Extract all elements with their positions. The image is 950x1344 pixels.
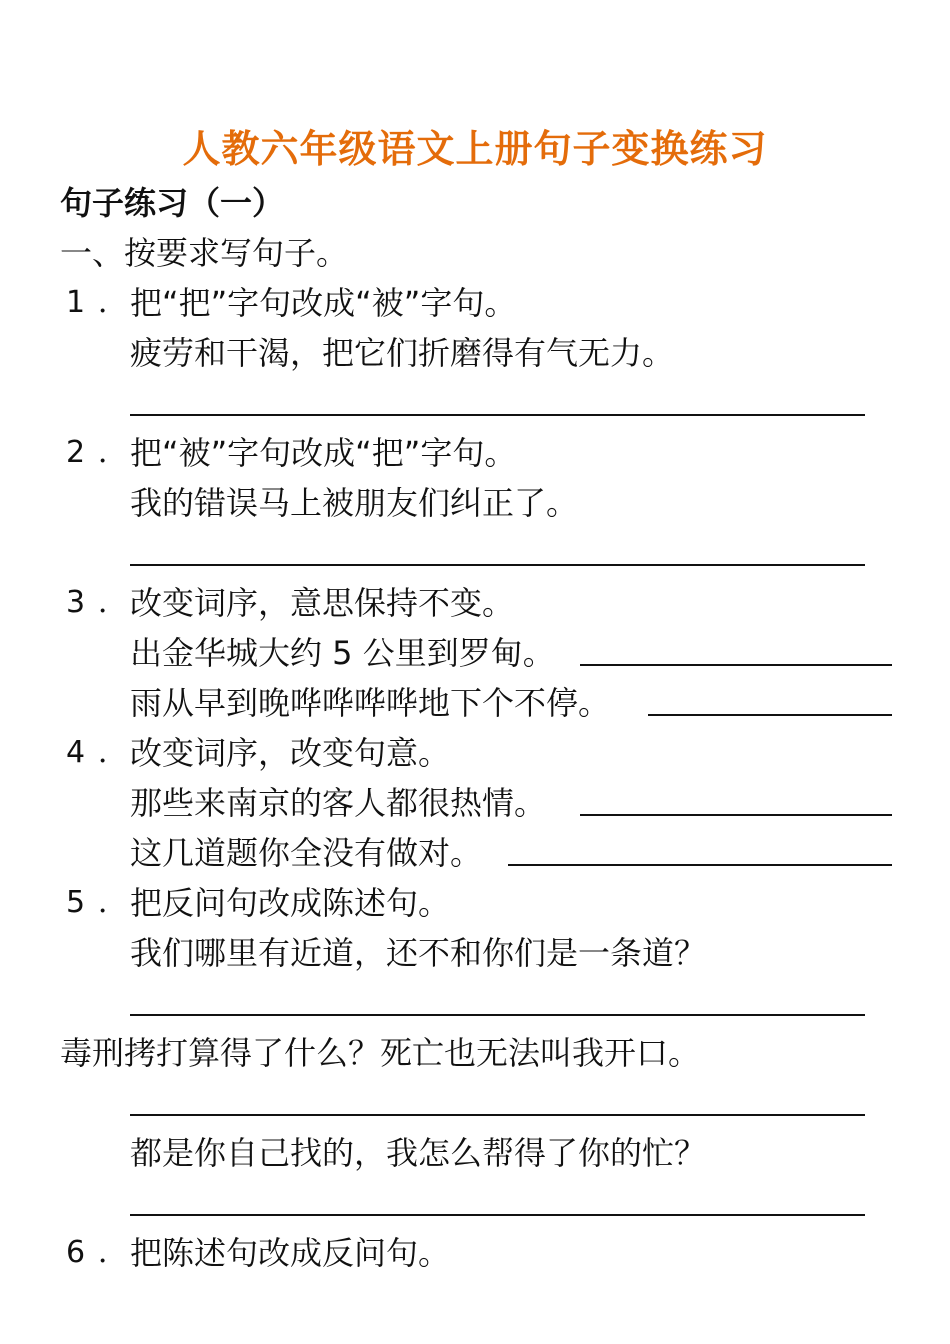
answer-blank[interactable] [130, 1214, 865, 1216]
item-sentence: 这几道题你全没有做对。 [130, 834, 483, 872]
page-title: 人教六年级语文上册句子变换练习 [182, 127, 768, 171]
item-dot: ． [98, 585, 128, 620]
item-sentence: 那些来南京的客人都很热情。 [130, 784, 547, 822]
answer-blank[interactable] [508, 864, 892, 866]
part-heading: 一、按要求写句子。 [60, 234, 349, 272]
item-number: 2 [66, 435, 86, 470]
item-number: 5 [66, 885, 86, 920]
item-sentence: 我的错误马上被朋友们纠正了。 [130, 484, 579, 522]
item-sentence: 我们哪里有近道，还不和你们是一条道？ [130, 934, 707, 972]
item-sentence: 雨从早到晚哗哗哗哗地下个不停。 [130, 684, 611, 722]
item-dot: ． [98, 1235, 128, 1270]
item-dot: ． [98, 435, 128, 470]
section-heading: 句子练习（一） [60, 184, 285, 222]
item-instruction: 改变词序，意思保持不变。 [130, 584, 515, 622]
item-instruction: 把“把”字句改成“被”字句。 [130, 284, 517, 322]
answer-blank[interactable] [580, 664, 892, 666]
item-number: 1 [66, 285, 86, 320]
item-dot: ． [98, 735, 128, 770]
item-instruction: 把“被”字句改成“把”字句。 [130, 434, 517, 472]
item-dot: ． [98, 885, 128, 920]
item-sentence: 出金华城大约 5 公里到罗甸。 [130, 634, 555, 672]
answer-blank[interactable] [130, 564, 865, 566]
answer-blank[interactable] [648, 714, 892, 716]
item-sentence: 毒刑拷打算得了什么？死亡也无法叫我开口。 [60, 1034, 701, 1072]
item-number: 3 [66, 585, 86, 620]
item-instruction: 改变词序，改变句意。 [130, 734, 451, 772]
answer-blank[interactable] [130, 1014, 865, 1016]
item-number: 6 [66, 1235, 86, 1270]
item-instruction: 把反问句改成陈述句。 [130, 884, 451, 922]
item-sentence: 都是你自己找的，我怎么帮得了你的忙？ [130, 1134, 707, 1172]
item-dot: ． [98, 285, 128, 320]
answer-blank[interactable] [580, 814, 892, 816]
answer-blank[interactable] [130, 1114, 865, 1116]
answer-blank[interactable] [130, 414, 865, 416]
item-number: 4 [66, 735, 86, 770]
item-sentence: 疲劳和干渴，把它们折磨得有气无力。 [130, 334, 675, 372]
item-instruction: 把陈述句改成反问句。 [130, 1234, 451, 1272]
